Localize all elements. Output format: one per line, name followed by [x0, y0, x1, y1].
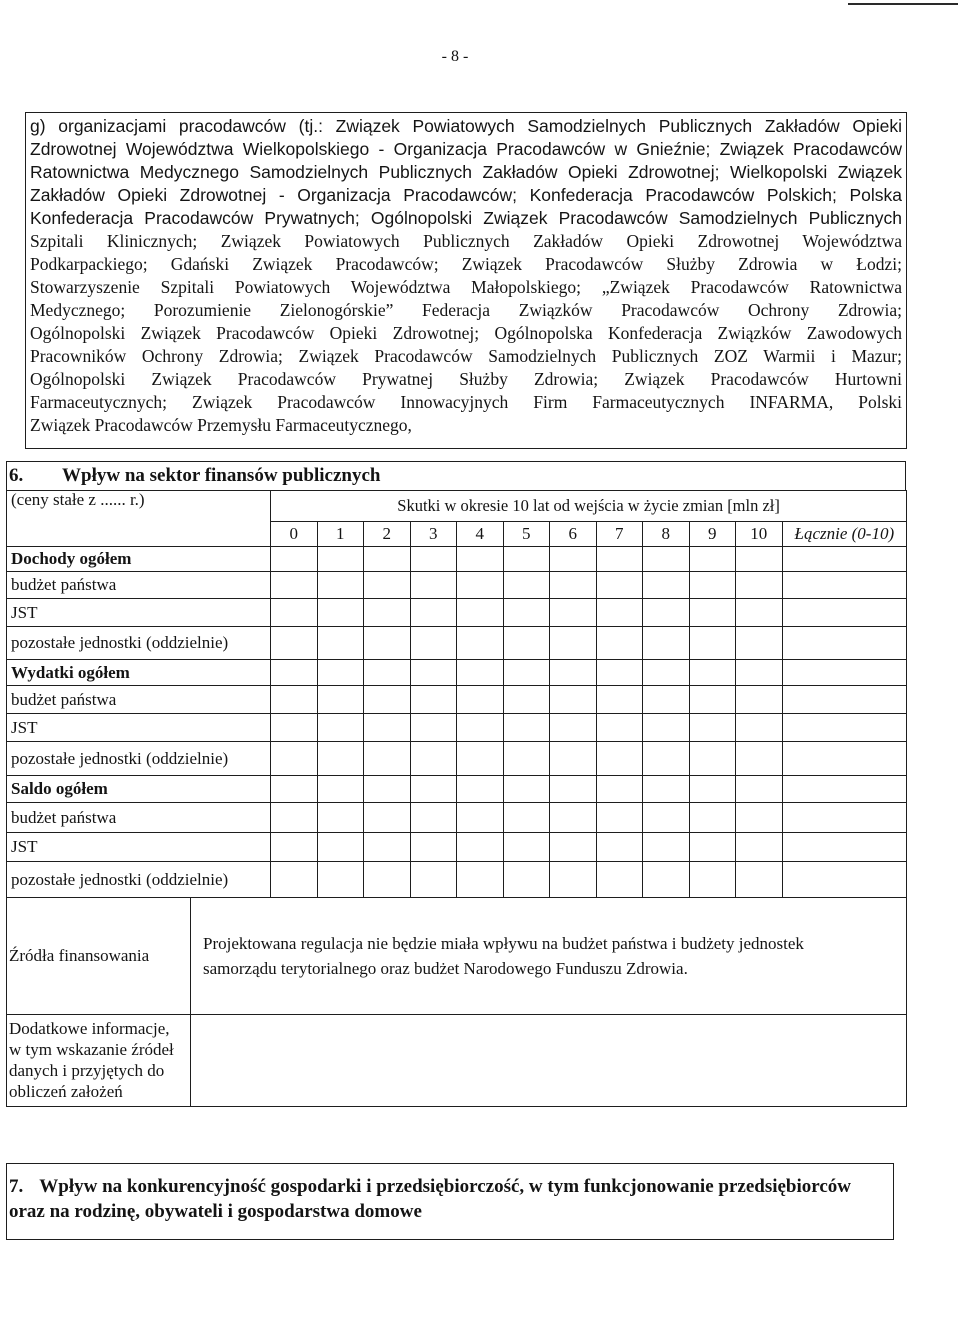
year-value-cell — [457, 627, 504, 660]
finance-row — [7, 862, 907, 898]
year-value-cell — [643, 660, 690, 686]
year-value-cell — [736, 572, 783, 599]
year-value-cell — [596, 776, 643, 803]
year-value-cell — [364, 714, 411, 742]
year-value-cell — [736, 686, 783, 714]
finance-row — [7, 776, 907, 803]
additional-info-label-line: obliczeń założeń — [9, 1082, 123, 1101]
section-6-heading — [6, 461, 906, 490]
year-value-cell — [736, 599, 783, 627]
year-value-cell — [317, 742, 364, 776]
year-value-cell — [550, 833, 597, 862]
year-value-cell — [550, 803, 597, 833]
finance-row — [7, 627, 907, 660]
year-value-cell — [503, 776, 550, 803]
year-value-cell — [271, 572, 318, 599]
year-value-cell — [410, 599, 457, 627]
year-value-cell — [643, 742, 690, 776]
year-value-cell — [736, 660, 783, 686]
year-value-cell — [689, 833, 736, 862]
year-value-cell — [643, 803, 690, 833]
finance-row — [7, 599, 907, 627]
row-label: budżet państwa — [7, 572, 271, 599]
year-value-cell — [364, 803, 411, 833]
year-value-cell — [364, 599, 411, 627]
total-value-cell — [782, 599, 907, 627]
section-7-heading-line: oraz na rodzinę, obywateli i gospodarstwa domowe — [9, 1201, 422, 1222]
year-value-cell — [736, 547, 783, 572]
year-value-cell — [503, 714, 550, 742]
funding-text-line: samorządu terytorialnego oraz budżet Narodowego Funduszu Zdrowia. — [203, 958, 688, 978]
row-label: JST — [7, 599, 271, 627]
year-header-cell: 9 — [689, 522, 736, 547]
section-g-line: Farmaceutycznych; Związek Pracodawców Innowacyjnych Firm Farmaceutycznych INFARMA, Polski — [30, 392, 902, 412]
table-header-row — [7, 491, 907, 522]
year-value-cell — [689, 862, 736, 898]
year-value-cell — [736, 776, 783, 803]
year-value-cell — [271, 862, 318, 898]
year-value-cell — [317, 833, 364, 862]
year-value-cell — [643, 547, 690, 572]
year-value-cell — [457, 599, 504, 627]
section-7-title: Wpływ na konkurencyjność gospodarki i przedsiębiorczość, w tym funkcjonowanie przedsiębiorców — [39, 1176, 852, 1197]
total-value-cell — [782, 660, 907, 686]
year-value-cell — [736, 714, 783, 742]
year-value-cell — [550, 547, 597, 572]
year-value-cell — [317, 660, 364, 686]
year-value-cell — [364, 627, 411, 660]
row-label: pozostałe jednostki (oddzielnie) — [7, 862, 271, 898]
year-value-cell — [317, 776, 364, 803]
additional-info-row — [7, 1014, 907, 1106]
year-value-cell — [596, 572, 643, 599]
total-value-cell — [782, 686, 907, 714]
year-value-cell — [643, 686, 690, 714]
section-g-line: Zakładów Opieki Zdrowotnej - Organizacja Pracodawców; Konfederacja Pracodawców Polskich; Polska — [30, 185, 902, 205]
year-value-cell — [457, 776, 504, 803]
year-value-cell — [317, 572, 364, 599]
finance-row — [7, 833, 907, 862]
page-number: - 8 - — [441, 48, 469, 65]
year-value-cell — [317, 803, 364, 833]
finance-row — [7, 547, 907, 572]
additional-info-label-line: Dodatkowe informacje, — [9, 1019, 170, 1038]
year-value-cell — [503, 599, 550, 627]
year-value-cell — [271, 776, 318, 803]
year-value-cell — [317, 627, 364, 660]
year-value-cell — [457, 742, 504, 776]
year-value-cell — [271, 742, 318, 776]
finance-row — [7, 742, 907, 776]
year-value-cell — [364, 742, 411, 776]
year-value-cell — [689, 660, 736, 686]
year-value-cell — [689, 627, 736, 660]
year-value-cell — [596, 627, 643, 660]
year-value-cell — [596, 803, 643, 833]
year-header-cell: 8 — [643, 522, 690, 547]
section-g-line: Szpitali Klinicznych; Związek Powiatowych Publicznych Zakładów Opieki Zdrowotnej Województwa — [30, 231, 902, 251]
section-g-line: Stowarzyszenie Szpitali Powiatowych Województwa Małopolskiego; „Związek Pracodawców Ratownictwa — [30, 277, 902, 297]
row-label: JST — [7, 714, 271, 742]
year-header-cell: 6 — [550, 522, 597, 547]
year-value-cell — [457, 547, 504, 572]
funding-row — [7, 898, 907, 1014]
total-value-cell — [782, 803, 907, 833]
year-value-cell — [596, 686, 643, 714]
year-value-cell — [364, 833, 411, 862]
section-g-line: Konfederacja Pracodawców Prywatnych; Ogólnopolski Związek Pracodawców Samodzielnych Publicznych — [30, 208, 902, 228]
total-value-cell — [782, 833, 907, 862]
total-value-cell — [782, 627, 907, 660]
year-value-cell — [410, 776, 457, 803]
year-value-cell — [410, 572, 457, 599]
total-value-cell — [782, 862, 907, 898]
year-value-cell — [689, 742, 736, 776]
total-value-cell — [782, 776, 907, 803]
year-value-cell — [736, 627, 783, 660]
year-value-cell — [596, 833, 643, 862]
year-value-cell — [550, 686, 597, 714]
year-value-cell — [271, 660, 318, 686]
year-value-cell — [689, 547, 736, 572]
year-header-cell: 2 — [364, 522, 411, 547]
year-value-cell — [364, 862, 411, 898]
year-value-cell — [596, 599, 643, 627]
year-value-cell — [736, 742, 783, 776]
year-value-cell — [271, 686, 318, 714]
year-value-cell — [643, 862, 690, 898]
year-value-cell — [410, 714, 457, 742]
section-g-paragraph — [30, 115, 902, 437]
year-value-cell — [457, 572, 504, 599]
year-value-cell — [364, 660, 411, 686]
funding-text — [191, 898, 907, 1014]
year-value-cell — [503, 572, 550, 599]
row-label: budżet państwa — [7, 686, 271, 714]
additional-info-label — [7, 1014, 191, 1106]
section-7-number: 7. — [9, 1176, 24, 1197]
year-value-cell — [317, 599, 364, 627]
year-value-cell — [689, 776, 736, 803]
year-value-cell — [596, 742, 643, 776]
additional-info-label-line: danych i przyjętych do — [9, 1061, 165, 1080]
additional-info-label-line: w tym wskazanie źródeł — [9, 1040, 174, 1059]
year-value-cell — [643, 627, 690, 660]
year-value-cell — [689, 714, 736, 742]
year-value-cell — [503, 660, 550, 686]
year-value-cell — [596, 660, 643, 686]
year-value-cell — [271, 833, 318, 862]
year-value-cell — [457, 862, 504, 898]
year-value-cell — [364, 686, 411, 714]
year-value-cell — [317, 547, 364, 572]
section-7-box — [6, 1163, 894, 1240]
year-header-cell: 7 — [596, 522, 643, 547]
year-value-cell — [736, 833, 783, 862]
section-g-line: Związek Pracodawców Przemysłu Farmaceutycznego, — [30, 415, 412, 435]
section-g-box — [25, 112, 907, 449]
year-value-cell — [550, 627, 597, 660]
row-label-total: Wydatki ogółem — [7, 660, 271, 686]
year-value-cell — [503, 803, 550, 833]
row-label: pozostałe jednostki (oddzielnie) — [7, 742, 271, 776]
finance-row — [7, 714, 907, 742]
section-6 — [6, 461, 906, 1107]
funding-text-line: Projektowana regulacja nie będzie miała wpływu na budżet państwa i budżety jednostek — [203, 933, 804, 953]
year-value-cell — [503, 547, 550, 572]
total-value-cell — [782, 714, 907, 742]
section-g-line: Ogólnopolski Związek Pracodawców Opieki Zdrowotnej; Ogólnopolska Konfederacja Związków Zawodowych — [30, 323, 902, 343]
finance-row — [7, 686, 907, 714]
header-rule — [848, 3, 958, 5]
section-g-line: Zdrowotnej Województwa Wielkopolskiego - Organizacja Pracodawców w Gnieźnie; Związek Pracodawców — [30, 139, 902, 159]
finance-rows — [7, 547, 907, 898]
year-value-cell — [503, 742, 550, 776]
finance-row — [7, 803, 907, 833]
funding-table — [6, 898, 907, 1107]
total-value-cell — [782, 547, 907, 572]
year-header-cell: 3 — [410, 522, 457, 547]
year-value-cell — [550, 599, 597, 627]
year-value-cell — [457, 686, 504, 714]
year-header-cell: 4 — [457, 522, 504, 547]
year-value-cell — [271, 547, 318, 572]
year-value-cell — [410, 660, 457, 686]
year-value-cell — [364, 776, 411, 803]
year-value-cell — [457, 660, 504, 686]
total-value-cell — [782, 742, 907, 776]
year-value-cell — [457, 714, 504, 742]
year-value-cell — [271, 803, 318, 833]
row-label: budżet państwa — [7, 803, 271, 833]
year-value-cell — [550, 714, 597, 742]
section-6-title: Wpływ na sektor finansów publicznych — [62, 465, 381, 486]
year-value-cell — [317, 714, 364, 742]
additional-info-value — [191, 1014, 907, 1106]
year-value-cell — [410, 803, 457, 833]
year-value-cell — [550, 742, 597, 776]
year-value-cell — [689, 572, 736, 599]
effects-header: Skutki w okresie 10 lat od wejścia w życie zmian [mln zł] — [271, 491, 907, 522]
row-label: JST — [7, 833, 271, 862]
section-g-line: Ogólnopolski Związek Pracodawców Prywatnej Służby Zdrowia; Związek Pracodawców Hurtowni — [30, 369, 902, 389]
year-value-cell — [364, 572, 411, 599]
year-value-cell — [503, 862, 550, 898]
year-value-cell — [410, 833, 457, 862]
year-value-cell — [550, 572, 597, 599]
year-value-cell — [503, 686, 550, 714]
year-value-cell — [643, 599, 690, 627]
year-value-cell — [643, 572, 690, 599]
year-value-cell — [689, 686, 736, 714]
year-header-cell: 0 — [271, 522, 318, 547]
section-g-line: Pracowników Ochrony Zdrowia; Związek Pracodawców Samodzielnych Publicznych ZOZ Warmii i Mazur; — [30, 346, 902, 366]
public-finance-table — [6, 490, 907, 898]
year-value-cell — [271, 627, 318, 660]
row-label-total: Dochody ogółem — [7, 547, 271, 572]
finance-row — [7, 572, 907, 599]
year-value-cell — [643, 714, 690, 742]
year-header-cell: 5 — [503, 522, 550, 547]
year-value-cell — [643, 776, 690, 803]
year-value-cell — [736, 803, 783, 833]
year-value-cell — [550, 776, 597, 803]
year-value-cell — [736, 862, 783, 898]
year-value-cell — [410, 742, 457, 776]
row-label-total: Saldo ogółem — [7, 776, 271, 803]
year-value-cell — [410, 547, 457, 572]
year-value-cell — [643, 833, 690, 862]
year-header-cell: 10 — [736, 522, 783, 547]
year-value-cell — [410, 862, 457, 898]
total-value-cell — [782, 572, 907, 599]
finance-row — [7, 660, 907, 686]
section-g-line: Medycznego; Porozumienie Zielonogórskie” Federacja Związków Pracodawców Ochrony Zdrowia; — [30, 300, 902, 320]
prices-label: (ceny stałe z ...... r.) — [7, 491, 271, 547]
section-g-line: Ratownictwa Medycznego Samodzielnych Publicznych Zakładów Opieki Zdrowotnej; Wielkopolski Związek — [30, 162, 902, 182]
year-value-cell — [596, 547, 643, 572]
section-7-heading-line — [7, 1174, 893, 1199]
section-g-line: Podkarpackiego; Gdański Związek Pracodawców; Związek Pracodawców Służby Zdrowia w Łodzi; — [30, 254, 902, 274]
funding-label: Źródła finansowania — [7, 898, 191, 1014]
year-value-cell — [317, 686, 364, 714]
section-6-number: 6. — [9, 465, 24, 486]
year-value-cell — [550, 660, 597, 686]
year-value-cell — [410, 627, 457, 660]
year-value-cell — [271, 599, 318, 627]
year-value-cell — [271, 714, 318, 742]
year-value-cell — [689, 803, 736, 833]
year-value-cell — [689, 599, 736, 627]
year-value-cell — [596, 862, 643, 898]
year-value-cell — [596, 714, 643, 742]
year-value-cell — [503, 833, 550, 862]
year-value-cell — [410, 686, 457, 714]
year-value-cell — [550, 862, 597, 898]
year-header-cell: 1 — [317, 522, 364, 547]
year-value-cell — [317, 862, 364, 898]
year-value-cell — [503, 627, 550, 660]
year-value-cell — [457, 833, 504, 862]
year-value-cell — [457, 803, 504, 833]
row-label: pozostałe jednostki (oddzielnie) — [7, 627, 271, 660]
total-column-header: Łącznie (0-10) — [782, 522, 907, 547]
year-value-cell — [364, 547, 411, 572]
section-g-line: g) organizacjami pracodawców (tj.: Związek Powiatowych Samodzielnych Publicznych Zakładów Opieki — [30, 116, 902, 136]
